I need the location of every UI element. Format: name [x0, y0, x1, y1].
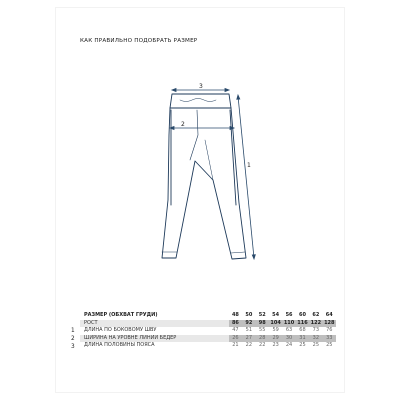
table-cell: 47 [232, 327, 239, 334]
table-cell: 116 [297, 319, 308, 326]
waist-detail [180, 99, 216, 102]
table-cell: 32 [309, 335, 322, 343]
cuff-right [231, 252, 245, 253]
table-cell: 24 [285, 342, 293, 349]
table-cell: 25 [312, 342, 320, 349]
row-label: ШИРИНА НА УРОВНЕ ЛИНИИ БЕДЕР [80, 335, 229, 343]
table-row [80, 320, 336, 328]
table-cell: 22 [259, 342, 266, 349]
table-cell: 25 [299, 342, 306, 349]
row-label: РАЗМЕР (ОБХВАТ ГРУДИ) [84, 312, 158, 318]
measure-line-1 [238, 96, 254, 258]
crotch-seam [190, 110, 198, 160]
table-row [80, 327, 336, 335]
table-cell: 30 [282, 335, 295, 343]
arrowhead [230, 127, 234, 130]
arrowhead [237, 95, 240, 99]
table-cell: 76 [326, 327, 333, 334]
table-cell: 64 [325, 312, 333, 318]
table-cell: 92 [242, 320, 255, 328]
table-cell: 48 [231, 312, 239, 318]
table-cell: 55 [259, 327, 266, 334]
table-cell: 60 [298, 312, 306, 318]
table-cell: 52 [258, 312, 266, 318]
leg-inner-seam [205, 140, 213, 180]
row-label: РОСТ [80, 320, 229, 328]
table-cell: 33 [323, 335, 336, 343]
table-cell: 62 [312, 312, 320, 318]
table-cell: 31 [296, 335, 309, 343]
pants-outline [162, 94, 246, 259]
table-cell: 59 [272, 327, 279, 334]
table-row [80, 312, 336, 320]
table-cell: 23 [272, 342, 279, 349]
row-number: 1 [71, 328, 75, 334]
table-cell: 29 [269, 335, 282, 343]
row-number: 2 [71, 336, 75, 342]
table-cell: 73 [312, 327, 320, 334]
page-title: КАК ПРАВИЛЬНО ПОДОБРАТЬ РАЗМЕР [80, 38, 198, 44]
table-cell: 104 [270, 319, 281, 326]
table-row [80, 335, 336, 343]
table-cell: 21 [232, 342, 239, 349]
table-cell: 98 [256, 320, 269, 328]
arrowhead [172, 89, 176, 92]
table-cell: 63 [285, 327, 293, 334]
row-label: ДЛИНА ПОЛОВИНЫ ПОЯСА [84, 342, 155, 349]
table-cell: 25 [326, 342, 333, 349]
table-cell: 51 [245, 327, 253, 334]
table-cell: 54 [272, 312, 280, 318]
table-cell: 22 [245, 342, 253, 349]
table-cell: 27 [242, 335, 255, 343]
row-number: 3 [71, 344, 75, 350]
table-row [80, 342, 336, 350]
size-table [80, 312, 336, 350]
table-cell: 26 [229, 335, 242, 343]
table-cell: 110 [283, 319, 295, 326]
table-cell: 28 [256, 335, 269, 343]
marker-label-3: 3 [199, 83, 203, 90]
row-label: ДЛИНА ПО БОКОВОМУ ШВУ [84, 327, 157, 334]
table-cell: 50 [245, 312, 253, 318]
table-cell: 68 [299, 327, 306, 334]
marker-label-2: 2 [181, 121, 185, 128]
table-cell: 122 [310, 319, 322, 326]
table-cell: 56 [285, 312, 293, 318]
arrowhead [225, 89, 229, 92]
table-cell: 86 [229, 320, 242, 328]
arrowhead [252, 255, 255, 259]
table-cell: 128 [324, 319, 335, 326]
marker-label-1: 1 [247, 162, 251, 169]
